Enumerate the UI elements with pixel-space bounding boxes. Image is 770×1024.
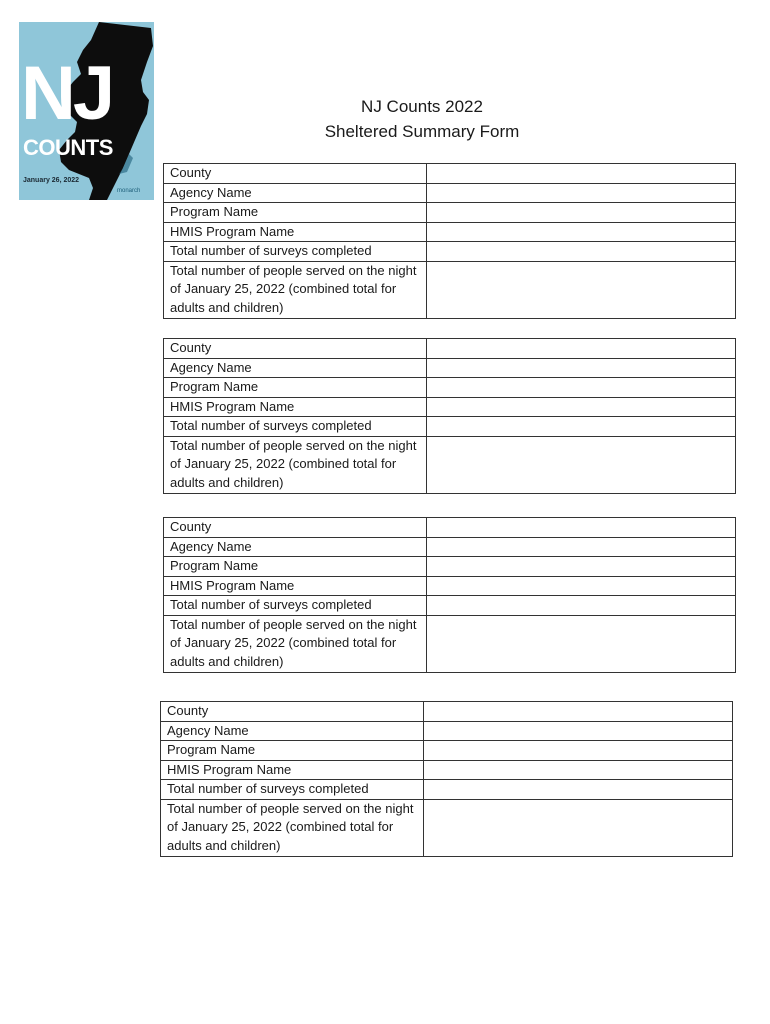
people-served-field[interactable] — [427, 436, 736, 493]
program-name-label: Program Name — [161, 741, 424, 761]
summary-table-1 — [163, 163, 736, 319]
program-name-field[interactable] — [424, 741, 733, 761]
county-field[interactable] — [427, 339, 736, 359]
hmis-program-name-label: HMIS Program Name — [164, 397, 427, 417]
county-label: County — [164, 164, 427, 184]
people-served-label: Total number of people served on the night of January 25, 2022 (combined total for adults and children) — [164, 436, 427, 493]
logo-date: January 26, 2022 — [23, 177, 80, 184]
agency-name-field[interactable] — [427, 358, 736, 378]
county-field[interactable] — [427, 164, 736, 184]
nj-counts-logo — [19, 22, 154, 200]
hmis-program-name-field[interactable] — [427, 576, 736, 596]
agency-name-label: Agency Name — [161, 721, 424, 741]
surveys-completed-field[interactable] — [424, 780, 733, 800]
agency-name-field[interactable] — [427, 183, 736, 203]
summary-table-4 — [160, 701, 733, 857]
county-field[interactable] — [424, 702, 733, 722]
hmis-program-name-label: HMIS Program Name — [164, 576, 427, 596]
surveys-completed-field[interactable] — [427, 242, 736, 262]
surveys-completed-label: Total number of surveys completed — [164, 242, 427, 262]
people-served-label: Total number of people served on the night of January 25, 2022 (combined total for adults and children) — [164, 615, 427, 672]
people-served-field[interactable] — [424, 799, 733, 856]
people-served-field[interactable] — [427, 261, 736, 318]
agency-name-label: Agency Name — [164, 537, 427, 557]
logo-subtitle: COUNTS — [23, 135, 113, 160]
surveys-completed-label: Total number of surveys completed — [164, 596, 427, 616]
surveys-completed-field[interactable] — [427, 417, 736, 437]
agency-name-label: Agency Name — [164, 358, 427, 378]
people-served-field[interactable] — [427, 615, 736, 672]
summary-table-2 — [163, 338, 736, 494]
logo-title: NJ — [21, 51, 113, 136]
program-name-label: Program Name — [164, 378, 427, 398]
agency-name-field[interactable] — [427, 537, 736, 557]
hmis-program-name-label: HMIS Program Name — [164, 222, 427, 242]
surveys-completed-label: Total number of surveys completed — [161, 780, 424, 800]
county-label: County — [164, 518, 427, 538]
county-label: County — [161, 702, 424, 722]
county-field[interactable] — [427, 518, 736, 538]
surveys-completed-field[interactable] — [427, 596, 736, 616]
surveys-completed-label: Total number of surveys completed — [164, 417, 427, 437]
form-title: NJ Counts 2022 — [361, 97, 483, 116]
program-name-label: Program Name — [164, 557, 427, 577]
hmis-program-name-label: HMIS Program Name — [161, 760, 424, 780]
hmis-program-name-field[interactable] — [424, 760, 733, 780]
hmis-program-name-field[interactable] — [427, 397, 736, 417]
people-served-label: Total number of people served on the night of January 25, 2022 (combined total for adults and children) — [161, 799, 424, 856]
summary-table-3 — [163, 517, 736, 673]
program-name-field[interactable] — [427, 557, 736, 577]
agency-name-label: Agency Name — [164, 183, 427, 203]
hmis-program-name-field[interactable] — [427, 222, 736, 242]
program-name-field[interactable] — [427, 378, 736, 398]
county-label: County — [164, 339, 427, 359]
logo-org: monarch — [117, 188, 141, 194]
form-subtitle: Sheltered Summary Form — [324, 122, 520, 141]
agency-name-field[interactable] — [424, 721, 733, 741]
people-served-label: Total number of people served on the night of January 25, 2022 (combined total for adults and children) — [164, 261, 427, 318]
program-name-field[interactable] — [427, 203, 736, 223]
program-name-label: Program Name — [164, 203, 427, 223]
